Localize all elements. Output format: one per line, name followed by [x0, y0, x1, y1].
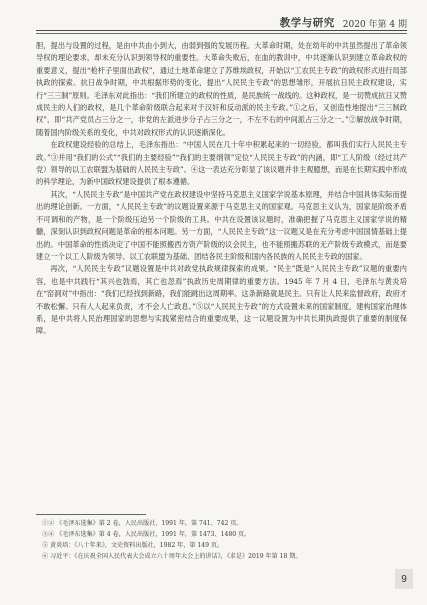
footnote-item: ⑥ 习近平：《在庆祝全国人民代表大会成立六十周年大会上的讲话》，《求是》2019 年第 18 期。 — [42, 553, 302, 560]
body-paragraph: 胆，提出与设置的过程，是由中共由小到大，由弱到强的发展历程。大革命时期，处在幼年的中共虽然提出了革命领导权的理论要求，却未充分认识到领导权的重要性。大革命失败后，在血的教训中，中共逐渐认识到建立革命政权的重要意义，提出“枪杆子里面出政权”，通过土地革命建立了苏维埃政权，开始以“工农民主专政”的政权形式进行局部执政的探索。抗日战争时期，中共根据形势的变化，提出“人民民主专政”的思想雏形，开展抗日民主政权建设，实行“三三制”原则。毛泽东对此指出：“我们所建立的政权的性质，是民族统一战线的。这种政权，是一切赞成抗日又赞成民主的人们的政权，是几个革命阶级联合起来对于汉奸和反动派的民主专政。”①之后，又创造性地提出“三三制政权”，即“共产党员占三分之一，非党的左派进步分子占三分之一，不左不右的中间派占三分之一。”②解放战争时期，随着国内阶级关系的变化，中共对政权形式的认识逐渐深化。 — [36, 41, 407, 137]
header-rule — [36, 30, 407, 31]
body-paragraph: 在政权建设经验的总结上，毛泽东指出：“中国人民在几十年中积累起来的一切经验，都叫我们实行人民民主专政。”③并用“我们的公式”“我们的主要经验”“我们的主要纲领”定位“人民民主专政”的内涵，即“工人阶级（经过共产党）领导的以工农联盟为基础的人民民主专政”。④这一表达充分彰显了该议题并非主观臆想，而是在长期实践中形成的科学理论，为新中国政权建设提供了根本遵循。 — [36, 140, 407, 187]
body-paragraph: 其次，“人民民主专政”是中国共产党在政权建设中坚持马克思主义国家学说基本原理，并结合中国具体实际而提出的理论创新。一方面，“人民民主专政”的议题设置来源于马克思主义的国家观。马克思主义认为，国家是阶级矛盾不可调和的产物，是一个阶级压迫另一个阶级的工具。中共在设置该议题时，准确把握了马克思主义国家学说的精髓，深刻认识到政权问题是革命的根本问题。另一方面，“人民民主专政”这一议题又是在充分考虑中国国情基础上提出的。中国革命的性质决定了中国不能照搬西方资产阶级的议会民主，也不能照搬苏联的无产阶级专政模式，而是要建立一个以工人阶级为领导、以工农联盟为基础、团结各民主阶级和国内各民族的人民民主专政的国家。 — [36, 189, 407, 261]
running-header — [36, 14, 407, 30]
page-number: 9 — [395, 569, 413, 589]
header-rule-thin — [36, 33, 407, 34]
issue-number: 2020 年第 4 期 — [342, 20, 407, 30]
footnote-item: ①② 《毛泽东选集》第 2 卷，人民出版社，1991 年，第 741、742 页。 — [42, 520, 243, 527]
body-paragraph: 再次，“人民民主专政”议题设置是中共对政党执政规律探索的成果。“民主”既是“人民民主专政”议题的重要内容，也是中共践行“其兴也勃焉，其亡也忽焉”执政历史周期律的重要方法。1945 年 7 月 4 日，毛泽东与黄炎培在“窑洞对”中指出：“我们已经找到新路，我们能跳出这周期率。这条新路就是民主。只有让人民来监督政府，政府才不敢松懈。只有人人起来负责，才不会人亡政息。”⑤以“人民民主专政”的方式设置未来的国家制度，建构国家治理体系，是中共将人民治理国家的思想与实践紧密结合的重要成果，这一议题设置为中共长期执政提供了重要的制度保障。 — [36, 264, 407, 336]
footnote-rule — [36, 514, 146, 515]
article-body — [36, 40, 407, 510]
footnote-item: ③④ 《毛泽东选集》第 4 卷，人民出版社，1991 年，第 1473、1480 页。 — [42, 531, 251, 538]
footnote-item: ⑤ 黄炎培：《八十年来》，文史资料出版社，1982 年，第 149 页。 — [42, 542, 224, 549]
journal-title: 教学与研究 — [279, 17, 335, 29]
footnotes — [42, 518, 403, 562]
